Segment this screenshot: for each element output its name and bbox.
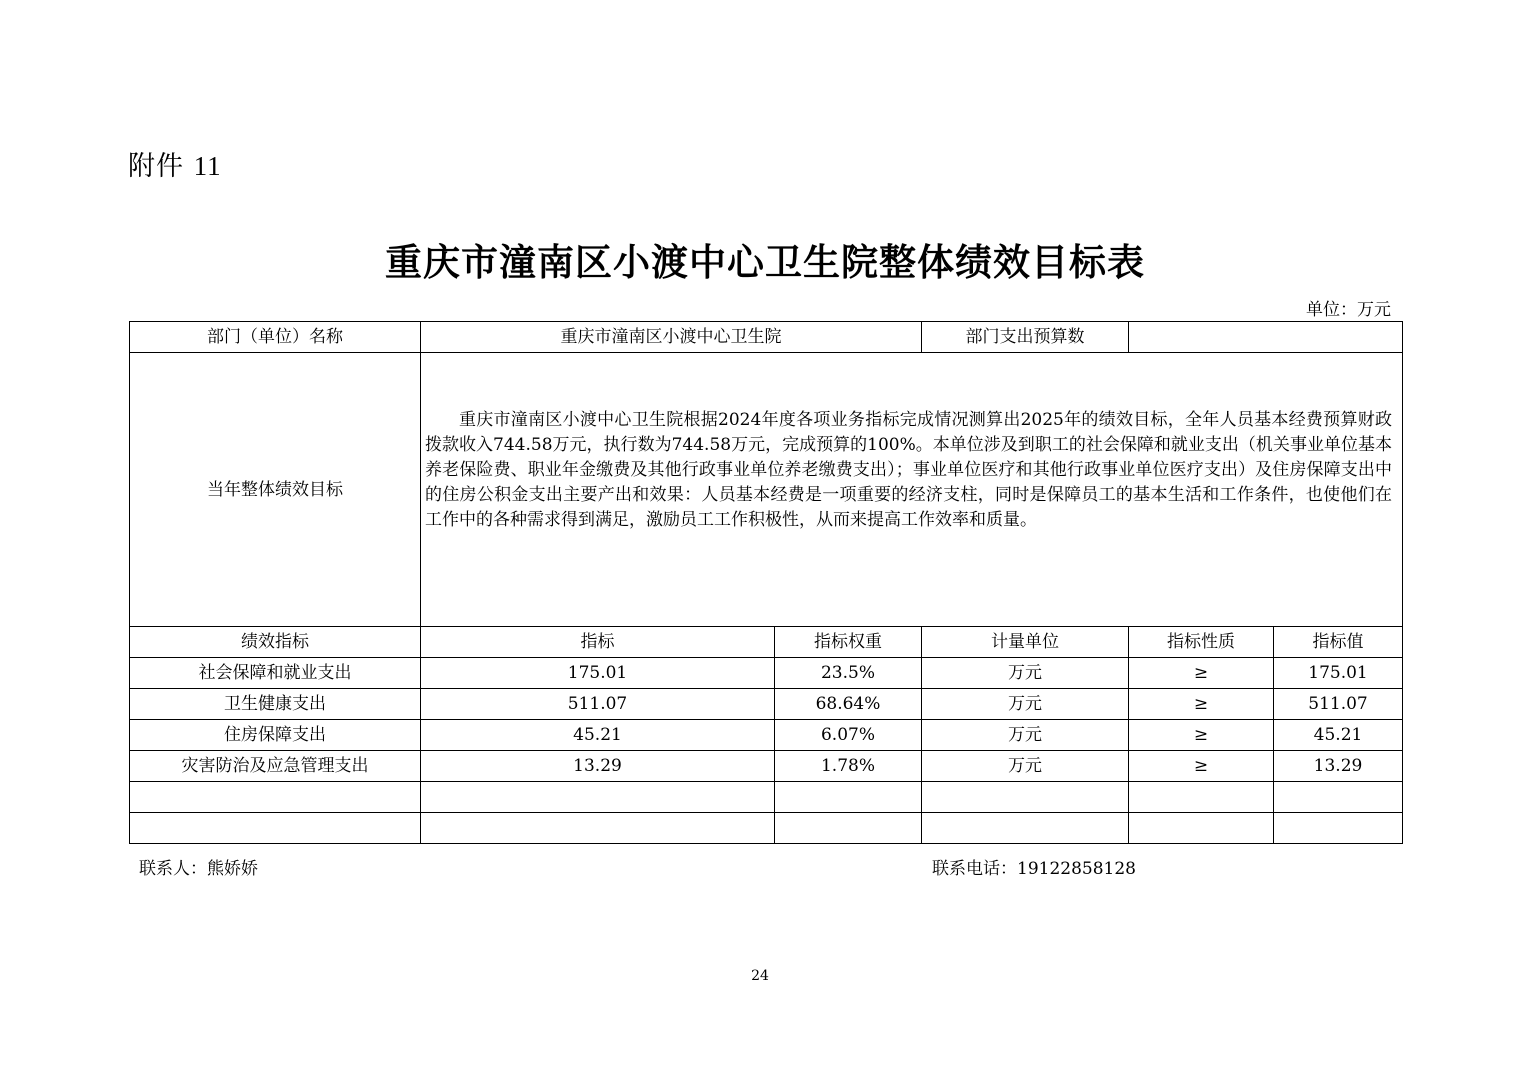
budget-value: [1129, 322, 1403, 353]
contact-phone: 联系电话：19122858128: [932, 859, 1136, 879]
col-header-value: 指标值: [1274, 627, 1403, 658]
indicator-name: 卫生健康支出: [130, 689, 421, 720]
indicator-target: [421, 813, 775, 844]
col-header-weight: 指标权重: [775, 627, 922, 658]
table-row: [130, 720, 1403, 751]
indicator-unit: [922, 782, 1129, 813]
indicator-nature: [1129, 782, 1274, 813]
col-header-target: 指标: [421, 627, 775, 658]
attachment-text: 附件: [128, 151, 184, 182]
indicator-nature: [1129, 813, 1274, 844]
indicator-target: 175.01: [421, 658, 775, 689]
indicator-target: 45.21: [421, 720, 775, 751]
attachment-number: 11: [193, 151, 222, 181]
indicator-name: 灾害防治及应急管理支出: [130, 751, 421, 782]
indicator-value: 175.01: [1274, 658, 1403, 689]
dept-name-label: 部门（单位）名称: [130, 322, 421, 353]
table-row: [130, 782, 1403, 813]
col-header-indicator: 绩效指标: [130, 627, 421, 658]
indicator-name: [130, 813, 421, 844]
goal-cell: [421, 353, 1403, 627]
contact-person: 联系人：熊娇娇: [139, 859, 258, 879]
indicator-name: 住房保障支出: [130, 720, 421, 751]
indicator-value: 13.29: [1274, 751, 1403, 782]
page-number: 24: [751, 968, 769, 984]
indicator-unit: 万元: [922, 720, 1129, 751]
indicator-name: 社会保障和就业支出: [130, 658, 421, 689]
indicator-unit: 万元: [922, 689, 1129, 720]
indicator-weight: 23.5%: [775, 658, 922, 689]
indicator-weight: [775, 782, 922, 813]
indicator-weight: [775, 813, 922, 844]
indicator-header-row: [130, 627, 1403, 658]
attachment-label: [128, 144, 222, 183]
header-row: [130, 322, 1403, 353]
dept-name-value: 重庆市潼南区小渡中心卫生院: [421, 322, 922, 353]
indicator-unit: 万元: [922, 658, 1129, 689]
indicator-value: 511.07: [1274, 689, 1403, 720]
indicator-value: 45.21: [1274, 720, 1403, 751]
performance-table: [129, 321, 1403, 844]
indicator-value: [1274, 782, 1403, 813]
goal-label: 当年整体绩效目标: [130, 353, 421, 627]
indicator-nature: ≥: [1129, 751, 1274, 782]
indicator-value: [1274, 813, 1403, 844]
page-title: 重庆市潼南区小渡中心卫生院整体绩效目标表: [385, 241, 1145, 284]
table-row: [130, 689, 1403, 720]
goal-row: [130, 353, 1403, 627]
col-header-unit: 计量单位: [922, 627, 1129, 658]
indicator-unit: 万元: [922, 751, 1129, 782]
table-row: [130, 751, 1403, 782]
indicator-unit: [922, 813, 1129, 844]
indicator-weight: 68.64%: [775, 689, 922, 720]
table-row: [130, 658, 1403, 689]
indicator-nature: ≥: [1129, 689, 1274, 720]
col-header-nature: 指标性质: [1129, 627, 1274, 658]
table-row: [130, 813, 1403, 844]
budget-label: 部门支出预算数: [922, 322, 1129, 353]
indicator-nature: ≥: [1129, 658, 1274, 689]
unit-label: 单位：万元: [1306, 300, 1391, 320]
indicator-weight: 6.07%: [775, 720, 922, 751]
indicator-nature: ≥: [1129, 720, 1274, 751]
indicator-target: 13.29: [421, 751, 775, 782]
indicator-name: [130, 782, 421, 813]
indicator-weight: 1.78%: [775, 751, 922, 782]
indicator-target: [421, 782, 775, 813]
indicator-target: 511.07: [421, 689, 775, 720]
goal-text: 重庆市潼南区小渡中心卫生院根据2024年度各项业务指标完成情况测算出2025年的绩效目标，全年人员基本经费预算财政拨款收入744.58万元，执行数为744.58万元，完成预算的100%。本单位涉及到职工的社会保障和就业支出（机关事业单位基本养老保险费、职业年金缴费及其他行政事业单位养老缴费支出）；事业单位医疗和其他行政事业单位医疗支出）及住房保障支出中的住房公积金支出主要产出和效果：人员基本经费是一项重要的经济支柱，同时是保障员工的基本生活和工作条件，也使他们在工作中的各种需求得到满足，激励员工工作积极性，从而来提高工作效率和质量。: [425, 410, 1392, 530]
